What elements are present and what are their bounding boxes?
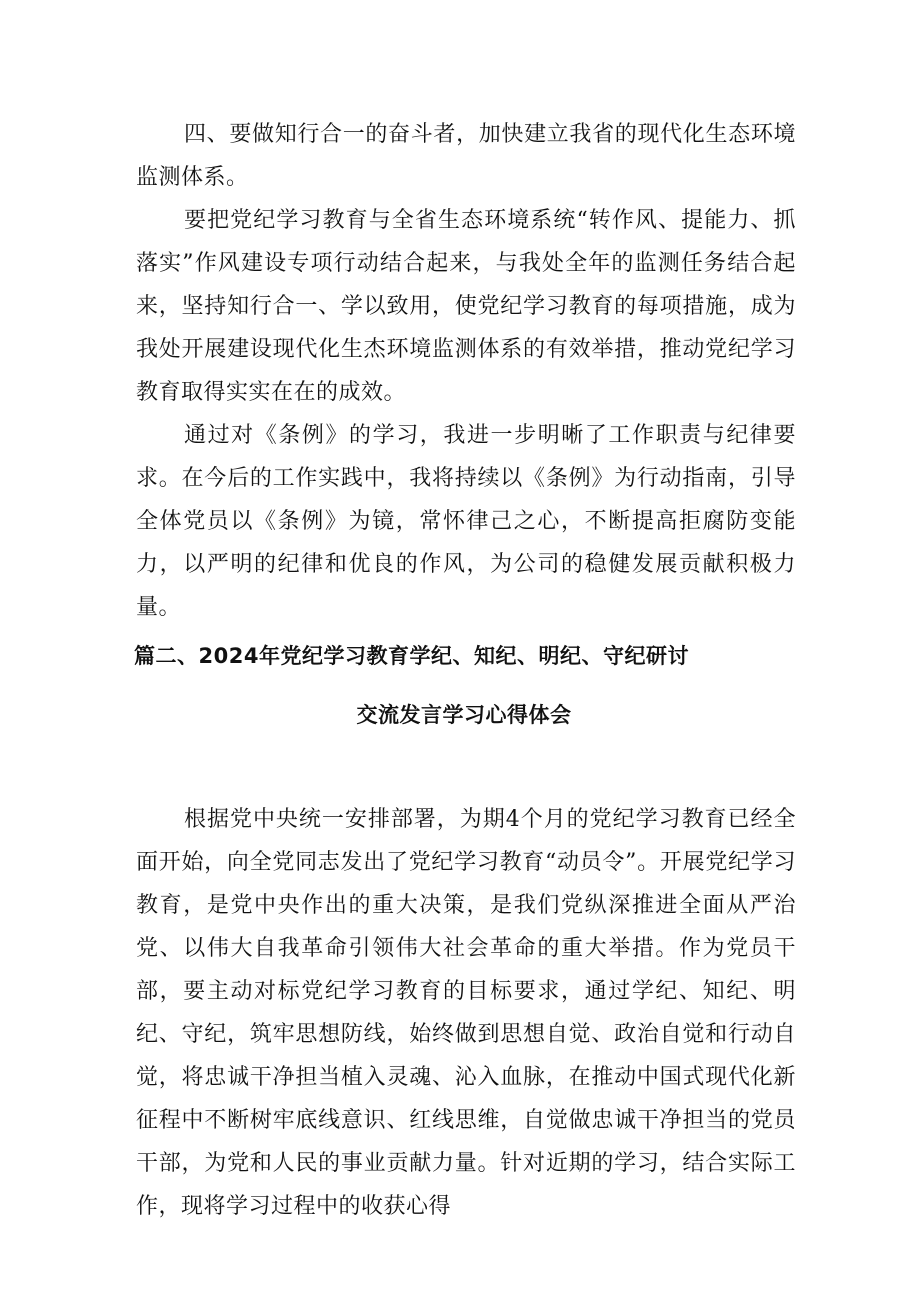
paragraph: 要把党纪学习教育与全省生态环境系统“转作风、提能力、抓落实”作风建设专项行动结合起来，与我处全年的监测任务结合起来，坚持知行合一、学以致用，使党纪学习教育的每项措施，成为我处开展建设现代化生杰环境监测体系的有效举措，推动党纪学习教育取得实实在在的成效。 [136, 208, 796, 405]
paragraph: 四、要做知行合一的奋斗者，加快建立我省的现代化生态环境监测体系。 [136, 122, 796, 190]
section-title-line-1: 篇二、2024年党纪学习教育学纪、知纪、明纪、守纪研讨 [134, 644, 689, 668]
section-two-body [136, 798, 796, 1228]
paragraph: 根据党中央统一安排部署，为期4个月的党纪学习教育已经全面开始，向全党同志发出了党纪学习教育“动员令”。开展党纪学习教育，是党中央作出的重大决策，是我们党纵深推进全面从严治党、以伟大自我革命引领伟大社会革命的重大举措。作为党员干部，要主动对标党纪学习教育的目标要求，通过学纪、知纪、明纪、守纪，筑牢思想防线，始终做到思想自觉、政治自觉和行动自觉，将忠诚干净担当植入灵魂、沁入血脉，在推动中国式现代化新征程中不断树牢底线意识、红线思维，自觉做忠诚干净担当的党员干部，为党和人民的事业贡献力量。针对近期的学习，结合实际工作，现将学习过程中的收获心得 [136, 807, 796, 1219]
section-one [136, 113, 796, 629]
section-title-line-2: 交流发言学习心得体会 [356, 703, 572, 727]
paragraph: 通过对《条例》的学习，我进一步明晰了工作职责与纪律要求。在今后的工作实践中，我将持续以《条例》为行动指南，引导全体党员以《条例》为镜，常怀律己之心，不断提高拒腐防变能力，以严明的纪律和优良的作风，为公司的稳健发展贡献积极力量。 [136, 423, 796, 620]
